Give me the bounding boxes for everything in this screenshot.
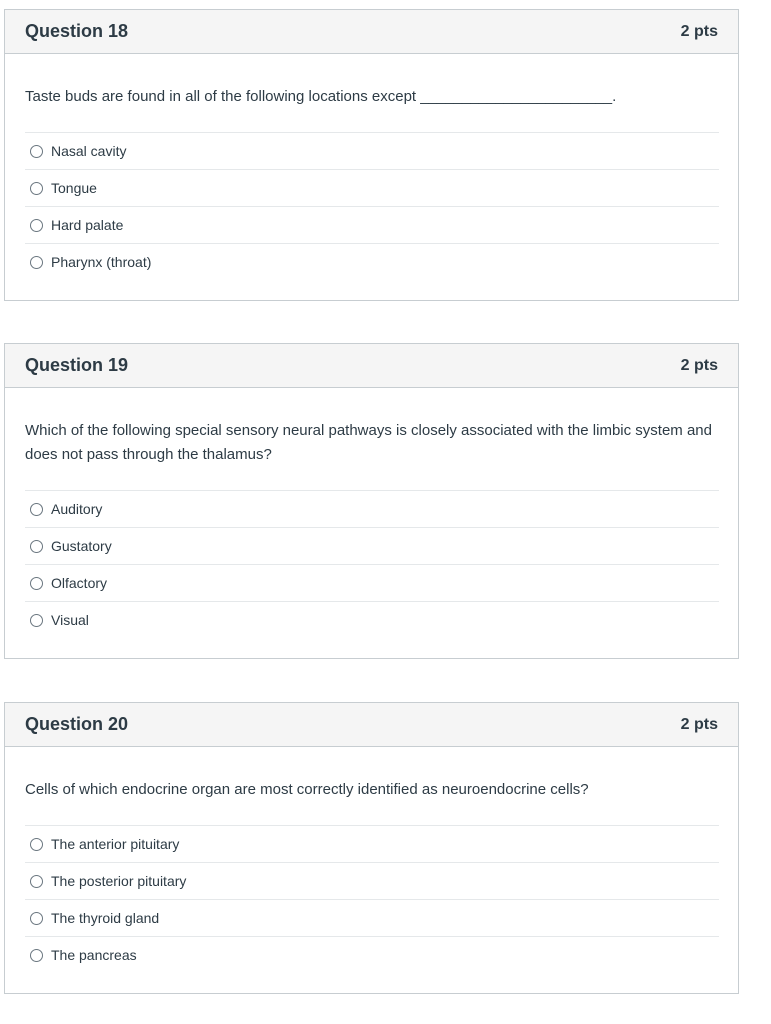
answer-option[interactable] [25, 490, 719, 527]
radio-button[interactable] [30, 182, 43, 195]
answer-label: The posterior pituitary [51, 873, 187, 889]
answer-option[interactable] [25, 601, 719, 638]
answer-option[interactable] [25, 564, 719, 601]
question-points: 2 pts [680, 715, 718, 733]
answer-option[interactable] [25, 206, 719, 243]
question-title: Question 20 [25, 714, 129, 734]
radio-button[interactable] [30, 256, 43, 269]
answer-option[interactable] [25, 899, 719, 936]
answer-option[interactable] [25, 132, 719, 169]
answer-option[interactable] [25, 527, 719, 564]
answer-label: The pancreas [51, 947, 137, 963]
radio-button[interactable] [30, 912, 43, 925]
answer-label: Hard palate [51, 217, 124, 233]
question-header [5, 10, 738, 54]
answer-option[interactable] [25, 862, 719, 899]
answer-list [25, 132, 719, 280]
answer-list [25, 490, 719, 638]
question-body [5, 747, 738, 973]
radio-button[interactable] [30, 219, 43, 232]
question-title: Question 19 [25, 355, 129, 375]
radio-button[interactable] [30, 577, 43, 590]
question-text: Which of the following special sensory neural pathways is closely associated with the limbic system and does not pass through the thalamus? [25, 422, 712, 463]
answer-label: Auditory [51, 501, 103, 517]
answer-option[interactable] [25, 243, 719, 280]
answer-list [25, 825, 719, 973]
answer-label: The thyroid gland [51, 910, 160, 926]
answer-label: The anterior pituitary [51, 836, 180, 852]
question-text: Cells of which endocrine organ are most correctly identified as neuroendocrine cells? [25, 781, 589, 798]
question-card [4, 9, 739, 301]
radio-button[interactable] [30, 838, 43, 851]
question-body [5, 54, 738, 280]
answer-option[interactable] [25, 936, 719, 973]
question-card [4, 702, 739, 994]
question-header [5, 703, 738, 747]
question-body [5, 388, 738, 638]
answer-option[interactable] [25, 825, 719, 862]
radio-button[interactable] [30, 145, 43, 158]
radio-button[interactable] [30, 614, 43, 627]
question-card [4, 343, 739, 659]
answer-label: Tongue [51, 180, 97, 196]
answer-option[interactable] [25, 169, 719, 206]
answer-label: Nasal cavity [51, 143, 127, 159]
answer-label: Gustatory [51, 538, 112, 554]
radio-button[interactable] [30, 875, 43, 888]
answer-label: Visual [51, 612, 89, 628]
radio-button[interactable] [30, 540, 43, 553]
question-header [5, 344, 738, 388]
answer-label: Pharynx (throat) [51, 254, 152, 270]
question-points: 2 pts [680, 22, 718, 40]
radio-button[interactable] [30, 949, 43, 962]
question-points: 2 pts [680, 356, 718, 374]
radio-button[interactable] [30, 503, 43, 516]
question-text: Taste buds are found in all of the following locations except _______________________. [25, 88, 617, 105]
question-title: Question 18 [25, 21, 129, 41]
answer-label: Olfactory [51, 575, 108, 591]
